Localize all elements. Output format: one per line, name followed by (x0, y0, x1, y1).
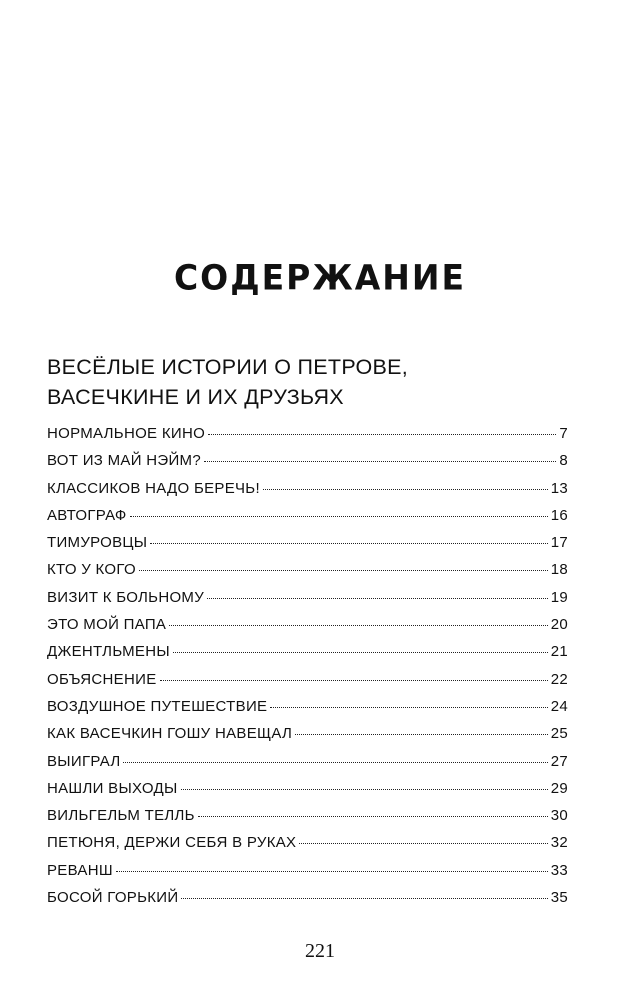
toc-entry (47, 507, 568, 534)
section-title-line-2: ВАСЕЧКИНЕ И ИХ ДРУЗЬЯХ (47, 385, 344, 409)
page-number: 221 (305, 940, 335, 962)
toc-entry-title: ЭТО МОЙ ПАПА (47, 616, 167, 634)
toc-entry-page: 30 (550, 807, 568, 825)
toc-entry (47, 698, 568, 725)
toc-entry-page: 29 (550, 779, 568, 797)
toc-entry-title: ВЫИГРАЛ (47, 752, 121, 770)
toc-entry-title: ДЖЕНТЛЬМЕНЫ (47, 643, 170, 661)
dot-leader (150, 543, 547, 544)
toc-entry (47, 807, 568, 834)
dot-leader (160, 680, 548, 681)
toc-entry-page: 21 (550, 643, 568, 661)
toc-entry (47, 589, 568, 616)
dot-leader (116, 871, 548, 872)
dot-leader (295, 734, 548, 735)
toc-entry (47, 534, 568, 561)
toc-entry-title: БОСОЙ ГОРЬКИЙ (47, 889, 179, 907)
toc-entry (47, 643, 568, 670)
toc-entry-title: НАШЛИ ВЫХОДЫ (47, 779, 178, 797)
toc-entry (47, 862, 568, 889)
toc-entry-page: 18 (550, 561, 568, 579)
toc-entry-title: ВИЛЬГЕЛЬМ ТЕЛЛЬ (47, 807, 195, 825)
toc-entry-title: КАК ВАСЕЧКИН ГОШУ НАВЕЩАЛ (47, 725, 293, 743)
section-title (47, 352, 607, 412)
contents-heading: СОДЕРЖАНИЕ (173, 257, 467, 298)
toc-entry-page: 19 (550, 588, 568, 606)
toc-entry-page: 27 (550, 752, 568, 770)
toc-entry-page: 7 (559, 425, 568, 442)
toc-entry-title: ВОЗДУШНОЕ ПУТЕШЕСТВИЕ (47, 697, 268, 715)
toc-entry-page: 17 (550, 534, 568, 552)
toc-entry-page: 22 (550, 670, 568, 688)
toc-entry (47, 725, 568, 752)
toc-entry-title: ВОТ ИЗ МАЙ НЭЙМ? (47, 452, 201, 470)
toc-entry-title: КЛАССИКОВ НАДО БЕРЕЧЬ! (47, 479, 260, 497)
dot-leader (270, 707, 547, 708)
toc-entry-title: КТО У КОГО (47, 561, 136, 579)
dot-leader (130, 516, 548, 517)
dot-leader (198, 816, 548, 817)
toc-entry-page: 25 (550, 725, 568, 743)
toc-entry-page: 8 (559, 452, 568, 470)
dot-leader (123, 762, 547, 763)
toc-entry-title: АВТОГРАФ (47, 506, 127, 524)
toc-entry-title: ОБЪЯСНЕНИЕ (47, 670, 157, 688)
toc-entry-page: 20 (550, 616, 568, 634)
dot-leader (299, 843, 547, 844)
dot-leader (204, 461, 556, 462)
toc-entry (47, 480, 568, 507)
toc-entry-title: РЕВАНШ (47, 861, 113, 879)
dot-leader (207, 598, 548, 599)
toc-entry-title: ВИЗИТ К БОЛЬНОМУ (47, 588, 205, 606)
dot-leader (181, 789, 548, 790)
toc-entry (47, 889, 568, 916)
toc-entry-page: 32 (550, 834, 568, 852)
dot-leader (139, 570, 548, 571)
dot-leader (263, 489, 548, 490)
section-title-line-1: ВЕСЁЛЫЕ ИСТОРИИ О ПЕТРОВЕ, (47, 355, 409, 379)
dot-leader (208, 434, 556, 435)
toc-entry-title: ТИМУРОВЦЫ (47, 534, 148, 552)
dot-leader (173, 652, 548, 653)
toc-entry (47, 671, 568, 698)
table-of-contents (47, 425, 568, 916)
toc-entry-page: 24 (550, 697, 568, 715)
toc-entry (47, 616, 568, 643)
dot-leader (169, 625, 547, 626)
toc-entry-page: 35 (550, 889, 568, 907)
toc-entry-title: НОРМАЛЬНОЕ КИНО (47, 425, 206, 442)
dot-leader (181, 898, 547, 899)
toc-entry-page: 33 (550, 861, 568, 879)
toc-entry-page: 16 (550, 506, 568, 524)
toc-entry-title: ПЕТЮНЯ, ДЕРЖИ СЕБЯ В РУКАХ (47, 834, 297, 852)
toc-entry-page: 13 (550, 479, 568, 497)
toc-entry (47, 561, 568, 588)
toc-entry (47, 753, 568, 780)
toc-entry (47, 452, 568, 479)
toc-entry (47, 834, 568, 861)
toc-entry (47, 425, 568, 452)
toc-entry (47, 780, 568, 807)
